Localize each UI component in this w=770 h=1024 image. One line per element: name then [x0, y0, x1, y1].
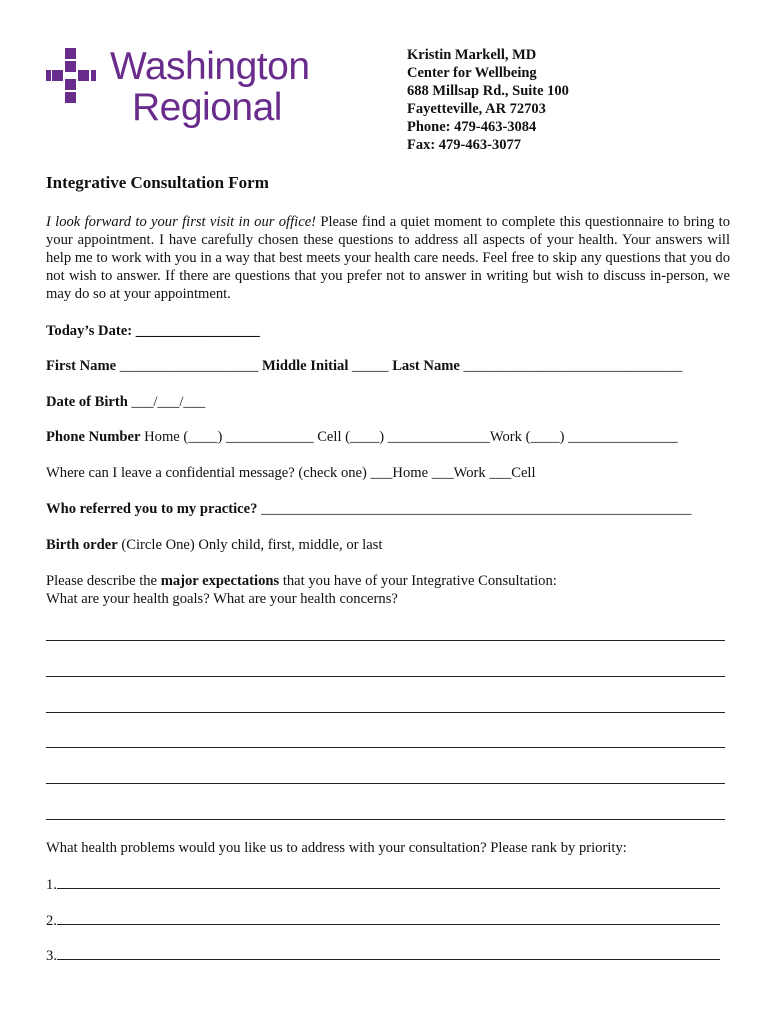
answer-line[interactable] — [46, 640, 725, 641]
health-goals-question: What are your health goals? What are your health concerns? — [46, 591, 398, 607]
form-title: Integrative Consultation Form — [46, 173, 269, 192]
washington-regional-logo — [46, 45, 310, 138]
dob-field[interactable]: ___/___/___ — [127, 394, 206, 410]
health-problems-question: What health problems would you like us to address with your consultation? Please rank by priority: — [46, 840, 627, 856]
last-name-label: Last Name — [392, 358, 460, 374]
priority-field[interactable] — [57, 911, 720, 925]
expectations-question — [46, 572, 557, 590]
priority-field[interactable] — [57, 875, 720, 889]
logo-line-2: Regional — [132, 86, 282, 129]
priority-number: 1. — [46, 877, 57, 893]
priority-item — [46, 875, 720, 894]
contact-block — [407, 46, 569, 154]
intro-paragraph — [46, 213, 730, 303]
dob-label: Date of Birth — [46, 394, 128, 410]
todays-date-label: Today’s Date: — [46, 323, 133, 339]
todays-date-field[interactable]: _________________ — [135, 323, 260, 339]
birth-order-row — [46, 536, 382, 554]
city-state-zip: Fayetteville, AR 72703 — [407, 101, 546, 117]
answer-line[interactable] — [46, 747, 725, 748]
first-name-label: First Name — [46, 358, 117, 374]
intro-italic: I look forward to your first visit in our office! — [46, 214, 317, 230]
last-name-field[interactable]: ______________________________ — [459, 358, 683, 374]
answer-line[interactable] — [46, 676, 725, 677]
center-name: Center for Wellbeing — [407, 65, 537, 81]
fax-number: Fax: 479-463-3077 — [407, 137, 521, 153]
birth-order-label: Birth order — [46, 537, 118, 553]
phone-fields[interactable]: Home (____) ____________ Cell (____) ______________Work (____) _______________ — [140, 429, 678, 445]
street-address: 688 Millsap Rd., Suite 100 — [407, 83, 569, 99]
dob-row — [46, 393, 205, 411]
cross-logo-icon — [46, 48, 96, 104]
confidential-message-row[interactable]: Where can I leave a confidential message? (check one) ___Home ___Work ___Cell — [46, 465, 536, 481]
doctor-name: Kristin Markell, MD — [407, 47, 537, 63]
priority-field[interactable] — [57, 946, 720, 960]
priority-item — [46, 911, 720, 930]
middle-initial-field[interactable]: _____ — [348, 358, 393, 374]
answer-line[interactable] — [46, 783, 725, 784]
priority-number: 3. — [46, 948, 57, 964]
answer-line[interactable] — [46, 819, 725, 820]
logo-wordmark — [110, 46, 310, 128]
referral-field[interactable]: ___________________________________________________________ — [257, 501, 692, 517]
phone-row — [46, 428, 678, 446]
referral-label: Who referred you to my practice? — [46, 501, 258, 517]
answer-line[interactable] — [46, 712, 725, 713]
priority-item — [46, 946, 720, 965]
expectations-pre: Please describe the — [46, 573, 161, 589]
referral-row — [46, 500, 692, 518]
first-name-field[interactable]: ___________________ — [116, 358, 263, 374]
birth-order-options[interactable]: (Circle One) Only child, first, middle, or last — [117, 537, 383, 553]
todays-date-row — [46, 322, 260, 340]
expectations-bold: major expectations — [160, 573, 280, 589]
phone-label: Phone Number — [46, 429, 141, 445]
priority-number: 2. — [46, 913, 57, 929]
middle-initial-label: Middle Initial — [262, 358, 349, 374]
logo-line-1: Washington — [110, 45, 310, 88]
expectations-post: that you have of your Integrative Consultation: — [279, 573, 557, 589]
phone-number: Phone: 479-463-3084 — [407, 119, 537, 135]
name-row — [46, 357, 682, 375]
intro-body: Please find a quiet moment to complete this questionnaire to bring to your appointment. I have carefully chosen these questions to address all aspects of your health. Your answers will help me to work with you in a way that best meets your health care needs. Feel free to skip any questions that you do not wish to answer. If there are questions that you prefer not to answer in writing but wish to discuss in-person, we may do so at your appointment. — [46, 214, 730, 302]
